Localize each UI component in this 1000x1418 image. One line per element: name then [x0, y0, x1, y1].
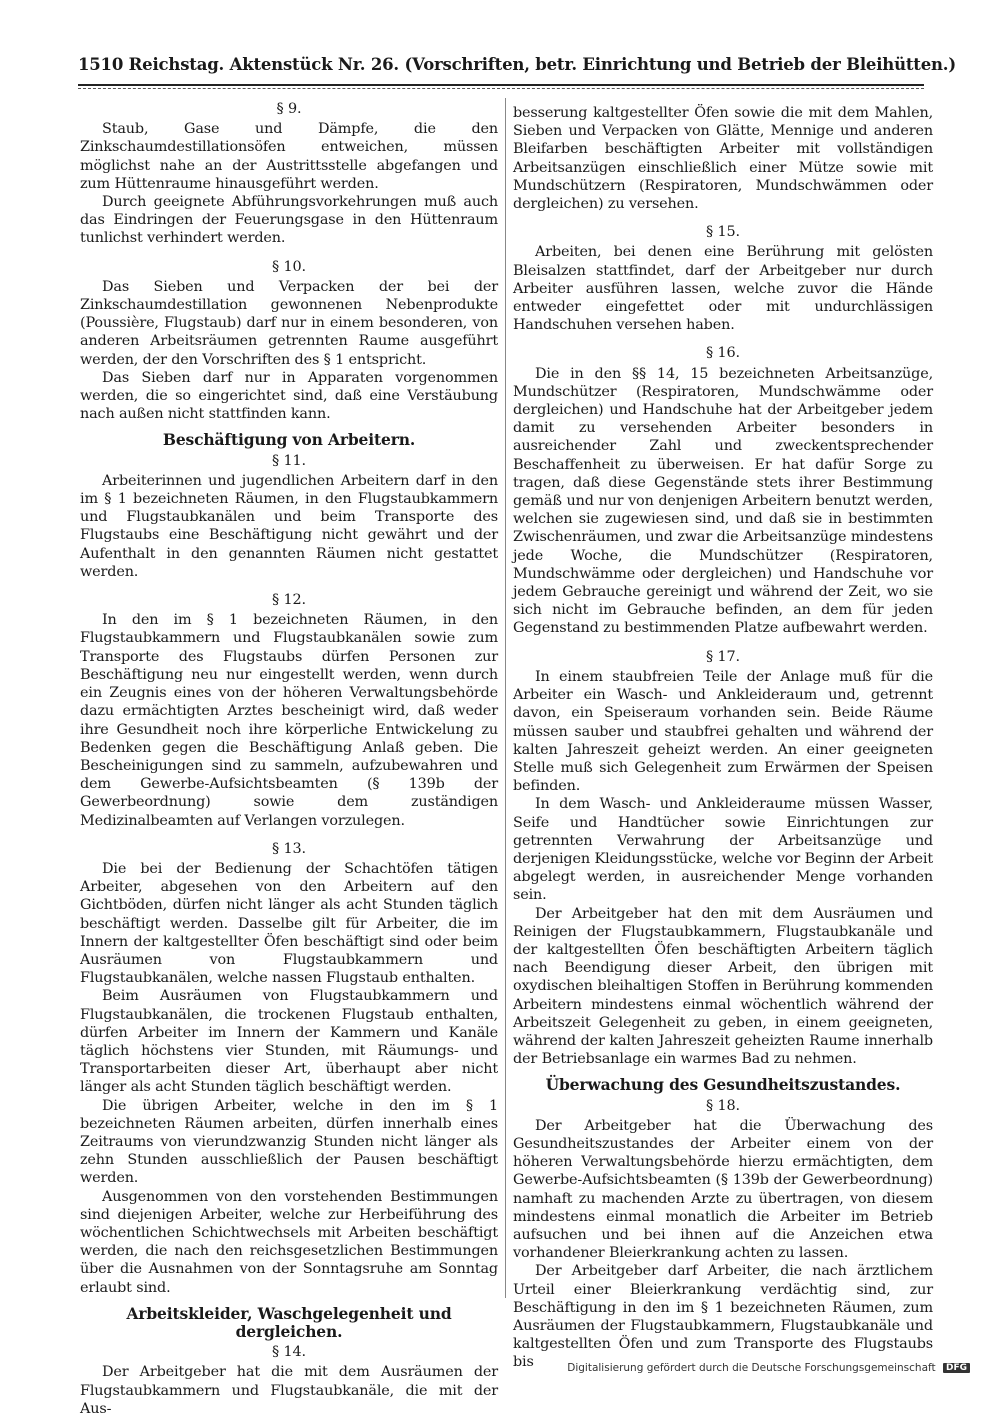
section-number: § 18.: [706, 1097, 740, 1114]
section-number: § 10.: [272, 258, 306, 275]
paragraph: In den im § 1 bezeichneten Räumen, in den Flugstaubkammern und Flugstaubkanälen sowie zum Transporte des Flugstaubs dürfen Personen zur Beschäftigung neu nur eingestellt werden, wenn durch ein Zeugnis eines von der höheren Verwaltungsbehörde dazu ermächtigten Arztes bescheinigt wird, daß weder ihre Gesundheit noch ihre körperliche Entwickelung zu Bedenken gegen die Beschäftigung Anlaß geben. Die Bescheinigungen sind zu sammeln, aufzubewahren und dem Gewerbe-Aufsichtsbeamten (§ 139b der Gewerbeordnung) sowie dem zuständigen Medizinalbeamten auf Verlangen vorzulegen.: [80, 612, 498, 829]
right-column: [513, 104, 936, 1374]
paragraph: Die bei der Bedienung der Schachtöfen tätigen Arbeiter, abgesehen von den Arbeitern auf den Gichtböden, dürfen nicht länger als acht Stunden täglich beschäftigt werden. Dasselbe gilt für Arbeiter, die im Innern der kaltgestellter Öfen beschäftigt sind oder beim Ausräumen von Flugstaubkammern und Flugstaubkanälen, welche nassen Flugstaub enthalten.: [80, 860, 498, 987]
paragraph: Der Arbeitgeber darf Arbeiter, die nach ärztlichem Urteil einer Bleierkrankung verdächtig sind, zur Beschäftigung in den im § 1 bezeichneten Räumen, zum Ausräumen der Flugstaubkammern, Flugstaubkanäle und kaltgestellten Öfen und zum Transporte des Flugstaubs bis: [513, 1263, 933, 1371]
paragraph: Das Sieben darf nur in Apparaten vorgenommen werden, die so eingerichtet sind, daß eine Verstäubung nach außen nicht stattfinden kann.: [80, 369, 498, 423]
header-rule-dashed: [78, 88, 924, 89]
paragraph: Arbeiterinnen und jugendlichen Arbeitern darf in den im § 1 bezeichneten Räumen, in den Flugstaubkammern und Flugstaubkanälen und beim Transporte des Flugstaubs eine Beschäftigung nicht gewährt und der Aufenthalt in den genannten Räumen nicht gestattet werden.: [80, 472, 498, 580]
section-number: § 9.: [276, 101, 302, 117]
paragraph: Arbeiten, bei denen eine Berührung mit gelösten Bleisalzen stattfindet, darf der Arbeitgeber nur durch Arbeiter ausführen lassen, welche zuvor die Hände entweder eingefettet oder mit undurchlässigen Handschuhen versehen haben.: [513, 244, 933, 334]
section-heading: Beschäftigung von Arbeitern.: [162, 430, 416, 450]
left-column: [80, 100, 498, 1418]
paragraph: In einem staubfreien Teile der Anlage muß für die Arbeiter ein Wasch- und Ankleideraum und, getrennt davon, ein Speiseraum vorhanden sein. Beide Räume müssen sauber und staubfrei gehalten und während der kalten Jahreszeit geheizt werden. An einer geeigneten Stelle muß sich Gelegenheit zum Erwärmen der Speisen befinden.: [513, 668, 933, 795]
section-number: § 14.: [272, 1344, 306, 1361]
section-number: § 13.: [272, 840, 306, 857]
section-number: § 16.: [706, 345, 740, 362]
paragraph: Beim Ausräumen von Flugstaubkammern und Flugstaubkanälen, die trockenen Flugstaub enthalten, dürfen Arbeiter im Innern der Kammern und Kanäle täglich höchstens vier Stunden, mit Räumungs- und Transportarbeiten dieser Art, überhaupt aber nicht länger als acht Stunden täglich beschäftigt werden.: [80, 988, 498, 1096]
paragraph: Der Arbeitgeber hat die Überwachung des Gesundheitszustandes der Arbeiter einem von der höheren Verwaltungsbehörde hierzu ermächtigten, dem Gewerbe-Aufsichtsbeamten (§ 139b der Gewerbeordnung) namhaft zu machenden Arzte zu übertragen, von diesem mindestens einmal monatlich die Arbeiter im Betrieb aufsuchen und bei ihnen auf die Anzeichen etwa vorhandener Bleierkrankung achten zu lassen.: [513, 1117, 933, 1262]
paragraph: besserung kaltgestellter Öfen sowie die mit dem Mahlen, Sieben und Verpacken von Glätte, Mennige und anderen Bleifarben beschäftigten Arbeiter mit vollständigen Arbeitsanzügen einschließlich einer Mütze sowie mit Mundschützern (Respiratoren, Mundschwämmen oder dergleichen) zu versehen.: [513, 105, 933, 213]
header-rule: [78, 84, 924, 86]
paragraph: Die in den §§ 14, 15 bezeichneten Arbeitsanzüge, Mundschützer (Respiratoren, Mundschwämme oder dergleichen) und Handschuhe hat der Arbeitgeber jedem damit zu versehenden Arbeiter besonders in ausreichender Zahl und zweckentsprechender Beschaffenheit zu überweisen. Er hat dafür Sorge zu tragen, daß diese Gegenstände stets ihrer Bestimmung gemäß und nur von denjenigen Arbeitern benutzt werden, welchen sie zugewiesen sind, und daß sie in bestimmten Zwischenräumen, und zwar die Arbeitsanzüge mindestens jede Woche, die Mundschützer (Respiratoren, Mundschwämme oder dergleichen) und Handschuhe vor jedem Gebrauche gereinigt und während der Zeit, wo sie sich nicht im Gebrauche befinden, an dem für jeden Gegenstand zu bestimmenden Platze aufbewahrt werden.: [513, 365, 933, 637]
section-number: § 15.: [706, 224, 740, 241]
dfg-logo: DFG: [943, 1363, 970, 1373]
paragraph: Der Arbeitgeber hat die mit dem Ausräumen der Flugstaubkammern und Flugstaubkanäle, die mit der Aus-: [80, 1364, 498, 1417]
paragraph: In dem Wasch- und Ankleideraume müssen Wasser, Seife und Handtücher sowie Einrichtungen zur getrennten Verwahrung der Arbeitsanzüge und derjenigen Kleidungsstücke, welche vor Beginn der Arbeit abgelegt werden, in ausreichender Menge vorhanden sein.: [513, 796, 933, 904]
section-number: § 17.: [706, 648, 740, 665]
section-heading: Überwachung des Gesundheitszustandes.: [545, 1075, 901, 1095]
section-number: § 12.: [272, 592, 306, 609]
footer-text: Digitalisierung gefördert durch die Deutsche Forschungsgemeinschaft: [567, 1362, 936, 1374]
section-heading: Arbeitskleider, Waschgelegenheit und dergleichen.: [126, 1303, 452, 1341]
section-number: § 11.: [272, 452, 306, 469]
paragraph: Die übrigen Arbeiter, welche in den im § 1 bezeichneten Räumen arbeiten, dürfen innerhalb eines Zeitraums von vierundzwanzig Stunden nicht länger als zehn Stunden ausschließlich der Pausen beschäftigt werden.: [80, 1097, 498, 1187]
column-divider: [505, 98, 506, 1298]
paragraph: Durch geeignete Abführungsvorkehrungen muß auch das Eindringen der Feuerungsgase in den Hüttenraum tunlichst verhindert werden.: [80, 194, 498, 247]
footer-credit: [567, 1362, 970, 1374]
paragraph: Staub, Gase und Dämpfe, die den Zinkschaumdestillationsöfen entweichen, müssen möglichst nahe an der Austrittsstelle abgefangen und zum Hüttenraume hinausgeführt werden.: [80, 121, 498, 192]
page-header: 1510 Reichstag. Aktenstück Nr. 26. (Vorschriften, betr. Einrichtung und Betrieb der Bleihütten.): [78, 55, 956, 74]
paragraph: Das Sieben und Verpacken der bei der Zinkschaumdestillation gewonnenen Nebenprodukte (Poussière, Flugstaub) darf nur in einem besonderen, von anderen Arbeitsräumen getrennten Raume ausgeführt werden, der den Vorschriften des § 1 entspricht.: [80, 278, 498, 368]
paragraph: Der Arbeitgeber hat den mit dem Ausräumen und Reinigen der Flugstaubkammern, Flugstaubkanäle und der kaltgestellten Öfen beschäftigten Arbeitern täglich nach Beendigung dieser Arbeit, den übrigen mit oxydischen bleihaltigen Stoffen in Berührung kommenden Arbeitern mindestens einmal wöchentlich während der Arbeitszeit Gelegenheit zu geben, in einem geeigneten, während der kalten Jahreszeit geheizten Raume innerhalb der Betriebsanlage ein warmes Bad zu nehmen.: [513, 905, 933, 1068]
paragraph: Ausgenommen von den vorstehenden Bestimmungen sind diejenigen Arbeiter, welche zur Herbeiführung des wöchentlichen Schichtwechsels mit Arbeiten beschäftigt werden, die nach den reichsgesetzlichen Bestimmungen über die Ausnahmen von der Sonntagsruhe am Sonntag erlaubt sind.: [80, 1188, 498, 1296]
